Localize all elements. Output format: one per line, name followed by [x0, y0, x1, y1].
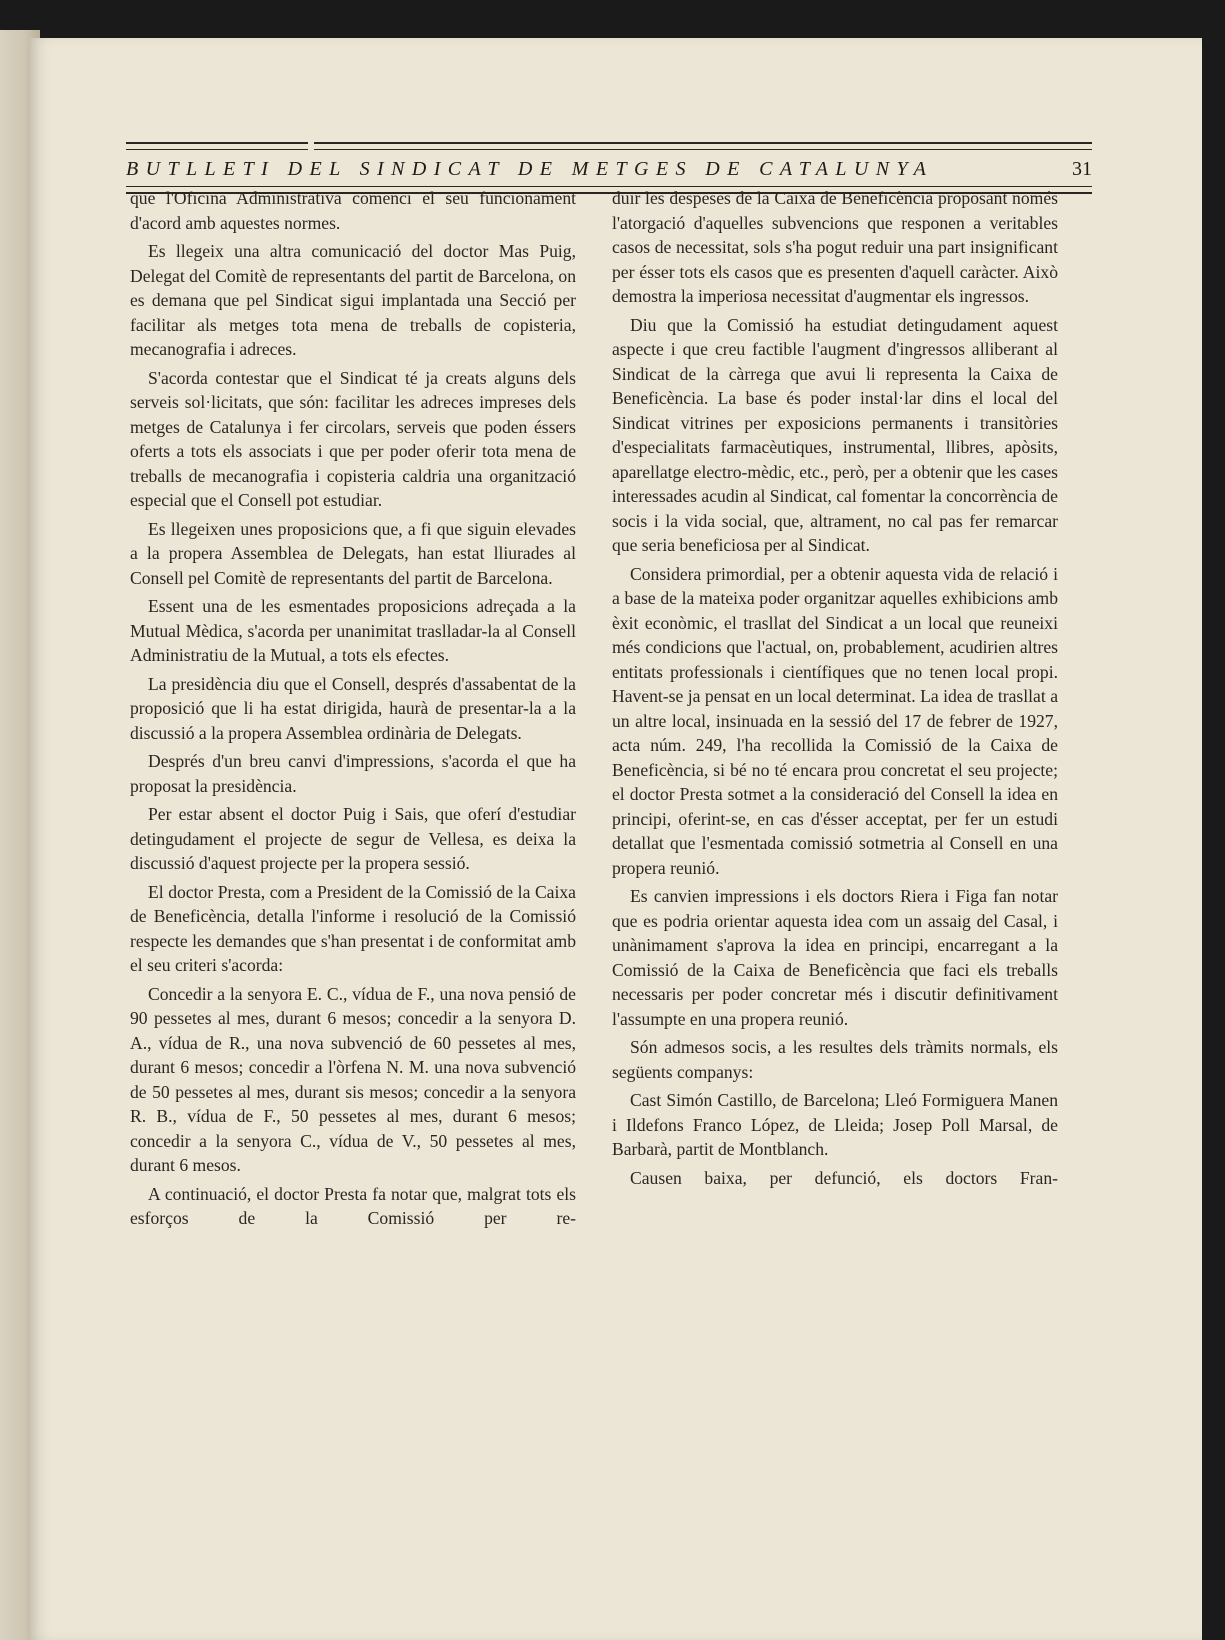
paragraph: Després d'un breu canvi d'impressions, s'acorda el que ha proposat la presidència.	[130, 751, 576, 796]
paragraph: Cast Simón Castillo, de Barcelona; Lleó Formiguera Manen i Ildefons Franco López, de Lleida; Josep Poll Marsal, de Barbarà, partit de Montblanch.	[612, 1090, 1058, 1159]
paragraph: duir les despeses de la Caixa de Beneficència proposant només l'atorgació d'aquelles subvencions que responen a veritables casos de necessitat, sols s'ha pogut reduir una part insignificant per ésser tots els casos que es presenten d'aquell caràcter. Això demostra la imperiosa necessitat d'augmentar els ingressos.	[612, 188, 1058, 306]
journal-title: BUTLLETI DEL SINDICAT DE METGES DE CATALUNYA	[126, 158, 934, 180]
paragraph: S'acorda contestar que el Sindicat té ja creats alguns dels serveis sol·licitats, que són: facilitar les adreces impreses dels metges de Catalunya i fer circolars, serveis que poden éssers oferts a tots els associats i que per poder oferir tota mena de treballs de mecanografia i copisteria caldria una organització especial que el Consell pot estudiar.	[130, 367, 576, 510]
page-number: 31	[1072, 158, 1092, 180]
paragraph: La presidència diu que el Consell, després d'assabentat de la proposició que li ha estat dirigida, haurà de presentar-la a la discussió a la propera Assemblea ordinària de Delegats.	[130, 673, 576, 743]
header-rule-top-left	[126, 142, 308, 150]
paragraph: que l'Oficina Administrativa comenci el seu funcionament d'acord amb aquestes normes.	[130, 188, 576, 233]
running-header	[126, 104, 1092, 196]
paragraph: Essent una de les esmentades proposicions adreçada a la Mutual Mèdica, s'acorda per unanimitat traslladar-la al Consell Administratiu de la Mutual, a tots els efectes.	[130, 596, 576, 665]
paragraph-continues: Causen baixa, per defunció, els doctors Fran-	[630, 1167, 1058, 1188]
header-rule-top-right	[314, 142, 1092, 150]
paragraph: Es llegeix una altra comunicació del doctor Mas Puig, Delegat del Comitè de representants del partit de Barcelona, on es demana que pel Sindicat sigui implantada una Secció per facilitar als metges tota mena de treballs de copisteria, mecanografia i adreces.	[130, 241, 576, 359]
left-text-column	[130, 186, 576, 1231]
paragraph: Concedir a la senyora E. C., vídua de F., una nova pensió de 90 pessetes al mes, durant 6 mesos; concedir a la senyora D. A., vídua de R., una nova subvenció de 60 pessetes al mes, durant 6 mesos; concedir a l'òrfena N. M. una nova subvenció de 50 pessetes al mes, durant sis mesos; concedir a la senyora R. B., vídua de F., 50 pessetes al mes, durant 6 mesos; concedir a la senyora C., vídua de V., 50 pessetes al mes, durant 6 mesos.	[130, 983, 576, 1175]
paragraph: Per estar absent el doctor Puig i Sais, que oferí d'estudiar detingudament el projecte de segur de Vellesa, es deixa la discussió d'aquest projecte per la propera sessió.	[130, 804, 576, 873]
paragraph: Són admesos socis, a les resultes dels tràmits normals, els següents companys:	[612, 1037, 1058, 1082]
paragraph-continues: A continuació, el doctor Presta fa notar que, malgrat tots els esforços de la Comissió per re-	[130, 1183, 576, 1228]
paragraph: Diu que la Comissió ha estudiat detingudament aquest aspecte i que creu factible l'augment d'ingressos alliberant al Sindicat de la càrrega que avui li representa la Caixa de Beneficència. La base és poder instal·lar dins el local del Sindicat vitrines per exposicions permanents i transitòries d'especialitats farmacèutiques, instrumental, llibres, apòsits, aparellatge electro-mèdic, etc., però, per a obtenir que les cases interessades acudin al Sindicat, cal fomentar la concorrència de socis i la vida social, que, altrament, no cal pas fer remarcar que seria beneficiosa per al Sindicat.	[612, 314, 1058, 555]
right-text-column	[612, 186, 1058, 1190]
paragraph: El doctor Presta, com a President de la Comissió de la Caixa de Beneficència, detalla l'informe i resolució de la Comissió respecte les demandes que s'han presentat i de conformitat amb el seu criteri s'acorda:	[130, 881, 576, 975]
paragraph: Es canvien impressions i els doctors Riera i Figa fan notar que es podria orientar aquesta idea com un assaig del Casal, i unànimament s'aprova la idea en principi, encarregant a la Comissió de la Caixa de Beneficència que faci els treballs necessaris per poder concretar més i discutir definitivament l'assumpte en una propera reunió.	[612, 886, 1058, 1029]
paragraph: Es llegeixen unes proposicions que, a fi que siguin elevades a la propera Assemblea de Delegats, han estat lliurades al Consell pel Comitè de representants del partit de Barcelona.	[130, 518, 576, 588]
paragraph: Considera primordial, per a obtenir aquesta vida de relació i a base de la mateixa poder organitzar aquelles exhibicions amb èxit econòmic, el trasllat del Sindicat a un local que reuneixi més condicions que l'actual, on, probablement, acudirien altres entitats professionals i científiques que no tenen local propi. Havent-se ja pensat en un local determinat. La idea de trasllat a un altre local, insinuada en la sessió del 17 de febrer de 1927, acta núm. 249, l'ha recollida la Comissió de la Caixa de Beneficència, si bé no té encara prou concretat el seu projecte; el doctor Presta sotmet a la consideració del Consell la idea en principi, oferint-se, en cas d'ésser acceptat, per fer un estudi detallat que l'esmentada comissió sotmetria al Consell en una propera reunió.	[612, 563, 1058, 878]
